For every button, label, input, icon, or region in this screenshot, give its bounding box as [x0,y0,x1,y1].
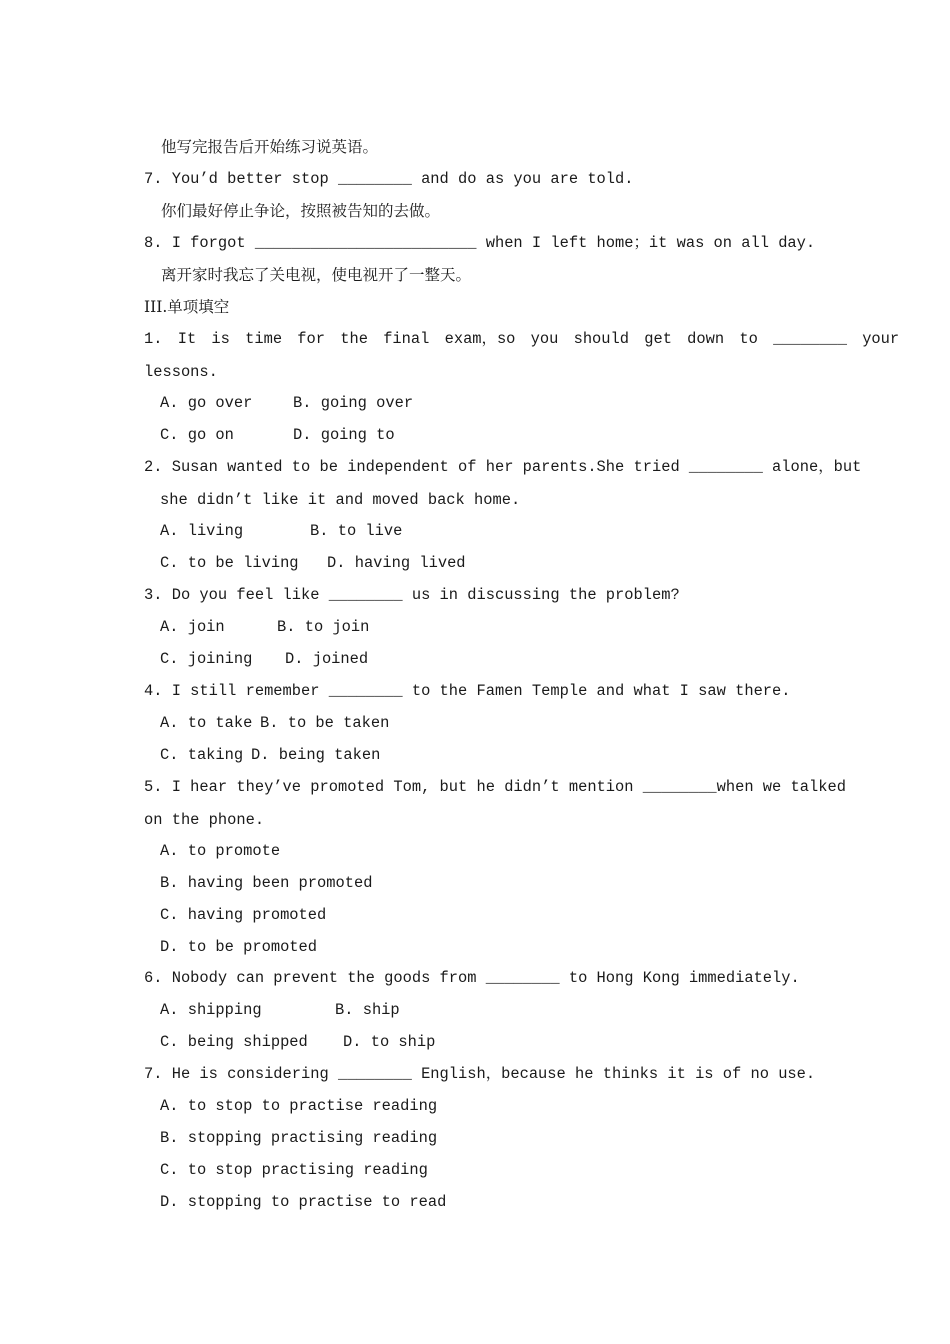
translation-8: 离开家时我忘了关电视，使电视开了一整天。 [161,266,472,284]
question-stem-continued: she didn’t like it and moved back home. [160,491,521,509]
question-stem: 4. I still remember ________ to the Famen Temple and what I saw there. [144,682,791,700]
option-c: C. taking [160,746,244,764]
option-b: B. stopping practising reading [160,1129,438,1147]
option-d: D. to ship [343,1033,436,1051]
option-c: C. being shipped [160,1033,308,1051]
question-stem: 5. I hear they’ve promoted Tom, but he didn’t mention ________when we talked [144,778,846,796]
option-c: C. having promoted [160,906,327,924]
question-stem: 2. Susan wanted to be independent of her parents.She tried ________ alone，but [144,458,862,476]
option-b: B. to join [277,618,370,636]
option-b: B. to live [310,522,403,540]
translation-7: 你们最好停止争论，按照被告知的去做。 [161,202,441,220]
option-a: A. shipping [160,1001,262,1019]
option-c: C. go on [160,426,234,444]
section-heading: III.单项填空 [144,298,230,316]
option-a: A. go over [160,394,253,412]
option-b: B. having been promoted [160,874,373,892]
option-d: D. going to [293,426,395,444]
option-a: A. living [160,522,244,540]
option-c: C. to stop practising reading [160,1161,428,1179]
option-a: A. join [160,618,225,636]
option-b: B. going over [293,394,414,412]
question-stem: 1. It is time for the final exam，so you should get down to ________ your [144,330,900,348]
option-b: B. ship [335,1001,400,1019]
option-d: D. joined [285,650,369,668]
question-stem: 6. Nobody can prevent the goods from ________ to Hong Kong immediately. [144,969,800,987]
option-b: B. to be taken [260,714,390,732]
question-stem-continued: lessons. [144,363,218,381]
option-a: A. to stop to practise reading [160,1097,438,1115]
option-d: D. having lived [327,554,466,572]
question-stem: 7. He is considering ________ English，because he thinks it is of no use. [144,1065,816,1083]
option-d: D. being taken [251,746,381,764]
option-c: C. to be living [160,554,299,572]
option-d: D. to be promoted [160,938,318,956]
option-c: C. joining [160,650,253,668]
option-d: D. stopping to practise to read [160,1193,447,1211]
option-a: A. to take [160,714,253,732]
translation-6: 他写完报告后开始练习说英语。 [161,138,379,156]
question-stem-continued: on the phone. [144,811,265,829]
question-7-translation-exercise: 7. You’d better stop ________ and do as you are told. [144,170,634,188]
question-8-translation-exercise: 8. I forgot ________________________ when I left home；it was on all day. [144,234,816,252]
option-a: A. to promote [160,842,281,860]
question-stem: 3. Do you feel like ________ us in discussing the problem? [144,586,680,604]
